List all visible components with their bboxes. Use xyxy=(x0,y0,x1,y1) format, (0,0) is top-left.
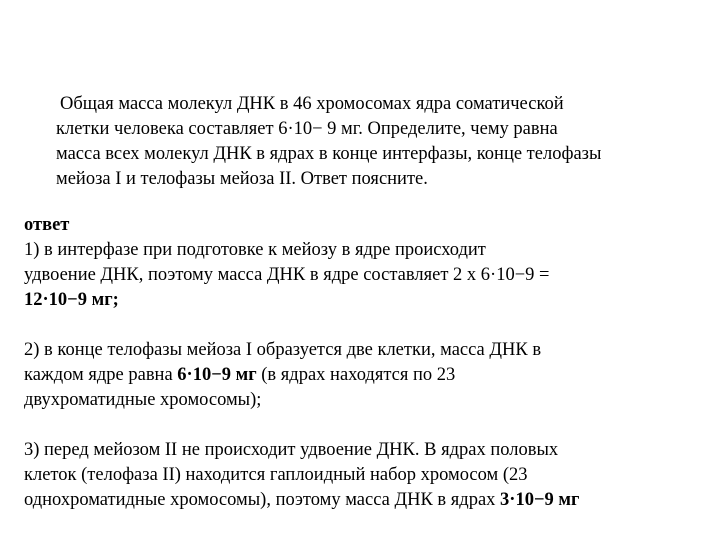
answer-p2-line: 2) в конце телофазы мейоза I образуется две клетки, масса ДНК в xyxy=(24,340,542,360)
task-text xyxy=(56,92,696,192)
answer-p1-result: 12·10−9 мг; xyxy=(24,290,119,310)
answer-p2-line xyxy=(24,363,704,388)
answer-p2-line: двухроматидные хромосомы); xyxy=(24,390,262,410)
answer-p3-line: клеток (телофаза II) находится гаплоидный набор хромосом (23 xyxy=(24,465,528,485)
answer-p3-result: 3·10−9 мг xyxy=(500,490,580,510)
task-line: масса всех молекул ДНК в ядрах в конце интерфазы, конце телофазы xyxy=(56,144,602,164)
task-line: мейоза I и телофазы мейоза II. Ответ поясните. xyxy=(56,169,428,189)
task-line: Общая масса молекул ДНК в 46 хромосомах ядра соматической xyxy=(60,94,564,114)
answer-p2-text: каждом ядре равна xyxy=(24,365,178,385)
answer-p3-line xyxy=(24,488,704,513)
answer-p3-line: 3) перед мейозом II не происходит удвоение ДНК. В ядрах половых xyxy=(24,440,559,460)
answer-p3-text: однохроматидные хромосомы), поэтому масса ДНК в ядрах xyxy=(24,490,501,510)
answer-p1-line: 1) в интерфазе при подготовке к мейозу в ядре происходит xyxy=(24,240,486,260)
answer-p1-line: удвоение ДНК, поэтому масса ДНК в ядре составляет 2 х 6·10−9 = xyxy=(24,265,550,285)
answer-p2-result: 6·10−9 мг xyxy=(177,365,257,385)
paragraph-gap xyxy=(24,313,704,338)
answer-p2-text: (в ядрах находятся по 23 xyxy=(256,365,456,385)
answer-heading: ответ xyxy=(24,215,70,235)
task-line: клетки человека составляет 6·10− 9 мг. Определите, чему равна xyxy=(56,119,558,139)
paragraph-gap xyxy=(24,413,704,438)
answer-block xyxy=(24,213,704,513)
